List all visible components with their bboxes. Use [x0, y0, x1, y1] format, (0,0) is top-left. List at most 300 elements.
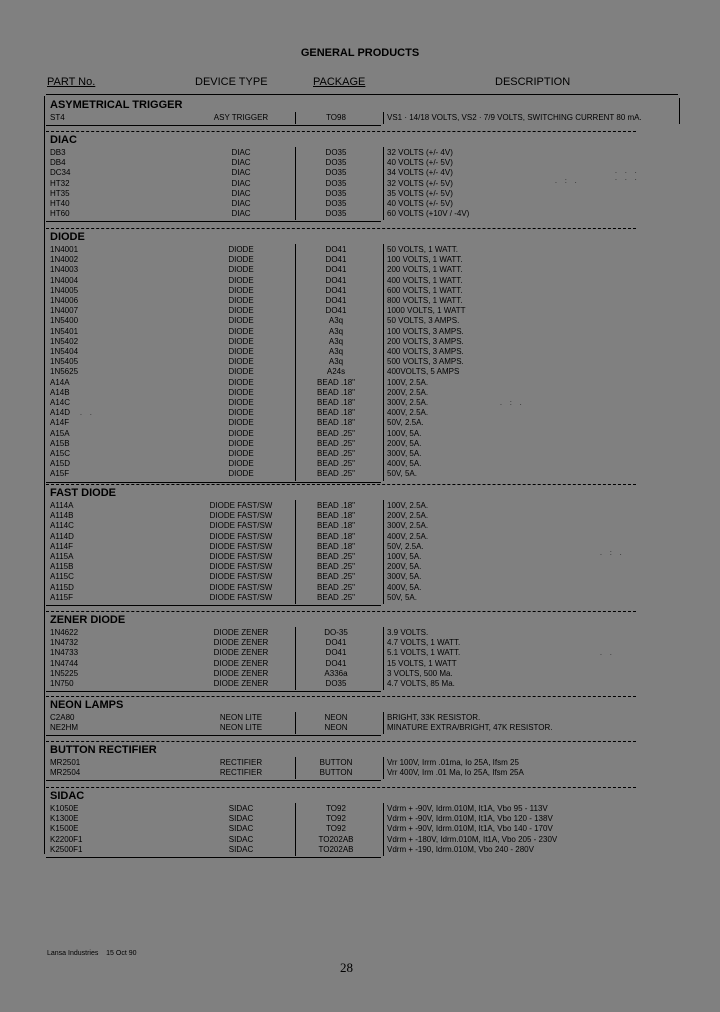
section-divider — [46, 741, 636, 742]
description: 35 VOLTS (+/- 5V) — [387, 189, 453, 198]
part-number: HT32 — [50, 179, 70, 188]
device-type: DIAC — [231, 189, 251, 198]
table-row — [0, 583, 720, 593]
part-number: MR2501 — [50, 758, 81, 767]
device-type: SIDAC — [228, 835, 254, 844]
device-type: DIAC — [231, 158, 251, 167]
table-row — [0, 378, 720, 388]
package: BEAD .18" — [317, 398, 355, 407]
package-right-rule — [383, 757, 384, 779]
part-number: A14A — [50, 378, 70, 387]
description: 5.1 VOLTS, 1 WATT. — [387, 648, 461, 657]
description: 3.9 VOLTS. — [387, 628, 429, 637]
part-number: C2A80 — [50, 713, 75, 722]
table-row — [0, 669, 720, 679]
table-row — [0, 337, 720, 347]
part-number: A14B — [50, 388, 70, 397]
package-right-rule — [383, 244, 384, 481]
device-type: DIODE — [228, 245, 254, 254]
device-type: DIODE ZENER — [213, 648, 269, 657]
part-number: A114D — [50, 532, 74, 541]
table-row — [0, 245, 720, 255]
table-row — [0, 398, 720, 408]
device-type: DIODE — [228, 286, 254, 295]
device-type: DIODE — [228, 306, 254, 315]
part-number: 1N4003 — [50, 265, 79, 274]
package: BEAD .18" — [317, 521, 355, 530]
device-type: DIODE — [228, 418, 254, 427]
device-type: DIODE — [228, 265, 254, 274]
table-row — [0, 113, 720, 123]
device-type: DIAC — [231, 148, 251, 157]
section-title: ZENER DIODE — [50, 614, 126, 626]
part-number: A15D — [50, 459, 71, 468]
package-left-rule — [295, 757, 296, 779]
description: 40 VOLTS (+/- 5V) — [387, 158, 453, 167]
section-divider — [46, 787, 636, 788]
device-type: DIODE — [228, 316, 254, 325]
section-bottom-rule — [46, 221, 381, 222]
part-number: 1N4622 — [50, 628, 79, 637]
part-number: HT60 — [50, 209, 70, 218]
device-type: DIODE — [228, 429, 254, 438]
device-type: DIODE FAST/SW — [209, 593, 273, 602]
table-row — [0, 835, 720, 845]
part-number: 1N5404 — [50, 347, 79, 356]
package: BEAD .18" — [317, 542, 355, 551]
part-number: K1050E — [50, 804, 79, 813]
package: NEON — [324, 723, 348, 732]
package: BEAD .25" — [317, 459, 355, 468]
part-number: 1N4005 — [50, 286, 79, 295]
device-type: ASY TRIGGER — [213, 113, 269, 122]
description: 300V, 2.5A. — [387, 398, 429, 407]
section-bottom-rule — [46, 125, 381, 126]
device-type: DIODE — [228, 398, 254, 407]
table-row — [0, 562, 720, 572]
package: BUTTON — [319, 768, 353, 777]
package: A3q — [328, 347, 344, 356]
device-type: DIODE — [228, 327, 254, 336]
section-title: FAST DIODE — [50, 487, 117, 499]
part-number: A14F — [50, 418, 70, 427]
package-left-rule — [295, 147, 296, 220]
column-header-part: PART No. — [47, 76, 96, 88]
part-number: 1N750 — [50, 679, 74, 688]
description: Vdrm + -90V, Idrm.010M, It1A, Vbo 120 - 138V — [387, 814, 553, 823]
package: BEAD .18" — [317, 388, 355, 397]
description: 100 VOLTS, 1 WATT. — [387, 255, 463, 264]
table-row — [0, 521, 720, 531]
package: BEAD .18" — [317, 408, 355, 417]
description: 400V, 5A. — [387, 459, 422, 468]
package: A3q — [328, 357, 344, 366]
description: 300V, 5A. — [387, 449, 422, 458]
part-number: A114F — [50, 542, 73, 551]
device-type: DIODE — [228, 276, 254, 285]
package: BEAD .25" — [317, 562, 355, 571]
description: BRIGHT, 33K RESISTOR. — [387, 713, 481, 722]
part-number: DC34 — [50, 168, 71, 177]
description: 4.7 VOLTS, 1 WATT. — [387, 638, 461, 647]
description: 500 VOLTS, 3 AMPS. — [387, 357, 464, 366]
table-row — [0, 814, 720, 824]
description: 400 VOLTS, 1 WATT. — [387, 276, 463, 285]
device-type: SIDAC — [228, 824, 254, 833]
package: BEAD .18" — [317, 378, 355, 387]
device-type: DIODE ZENER — [213, 638, 269, 647]
part-number: 1N4007 — [50, 306, 79, 315]
description: 200V, 5A. — [387, 439, 422, 448]
description: MINATURE EXTRA/BRIGHT, 47K RESISTOR. — [387, 723, 553, 732]
part-number: K1300E — [50, 814, 79, 823]
table-row — [0, 439, 720, 449]
description: 200V, 2.5A. — [387, 388, 429, 397]
part-number: A115C — [50, 572, 74, 581]
description: 400V, 2.5A. — [387, 532, 429, 541]
package-right-rule — [383, 112, 384, 124]
package: TO92 — [326, 814, 346, 823]
device-type: DIODE — [228, 378, 254, 387]
part-number: A15F — [50, 469, 70, 478]
table-row — [0, 824, 720, 834]
device-type: NEON LITE — [219, 723, 263, 732]
table-row — [0, 469, 720, 479]
description: 200V, 5A. — [387, 562, 422, 571]
part-number: A15A — [50, 429, 70, 438]
device-type: DIODE FAST/SW — [209, 501, 273, 510]
device-type: DIODE FAST/SW — [209, 542, 273, 551]
package-left-rule — [295, 244, 296, 481]
section-divider — [46, 611, 636, 612]
description: 100V, 2.5A. — [387, 501, 429, 510]
device-type: DIODE ZENER — [213, 659, 269, 668]
scan-noise: . . — [80, 410, 95, 417]
table-row — [0, 628, 720, 638]
part-number: A115B — [50, 562, 74, 571]
package: BEAD .25" — [317, 449, 355, 458]
table-row — [0, 638, 720, 648]
part-number: DB3 — [50, 148, 66, 157]
part-number: 1N4006 — [50, 296, 79, 305]
table-row — [0, 758, 720, 768]
description: Vdrm + -190, Idrm.010M, Vbo 240 - 280V — [387, 845, 534, 854]
description: 1000 VOLTS, 1 WATT — [387, 306, 466, 315]
table-row — [0, 306, 720, 316]
package: DO35 — [325, 189, 347, 198]
table-row — [0, 659, 720, 669]
device-type: DIODE FAST/SW — [209, 572, 273, 581]
page-title: GENERAL PRODUCTS — [300, 47, 420, 59]
table-row — [0, 713, 720, 723]
package-right-rule — [383, 803, 384, 856]
part-number: K1500E — [50, 824, 79, 833]
scan-noise: . . . . . . — [615, 168, 640, 182]
package: BEAD .18" — [317, 532, 355, 541]
description: 32 VOLTS (+/- 4V) — [387, 148, 453, 157]
description: 800 VOLTS, 1 WATT. — [387, 296, 463, 305]
package-left-rule — [295, 500, 296, 604]
table-row — [0, 168, 720, 178]
part-number: A114C — [50, 521, 74, 530]
table-row — [0, 179, 720, 189]
description: VS1 · 14/18 VOLTS, VS2 · 7/9 VOLTS, SWITCHING CURRENT 80 mA. — [387, 113, 642, 122]
table-row — [0, 845, 720, 855]
table-row — [0, 532, 720, 542]
package-left-rule — [295, 627, 296, 690]
table-row — [0, 501, 720, 511]
table-row — [0, 209, 720, 219]
part-number: K2500F1 — [50, 845, 83, 854]
description: 40 VOLTS (+/- 5V) — [387, 199, 453, 208]
package: DO35 — [325, 148, 347, 157]
part-number: 1N5401 — [50, 327, 79, 336]
part-number: K2200F1 — [50, 835, 83, 844]
section-title: DIAC — [50, 134, 77, 146]
table-row — [0, 408, 720, 418]
description: 50V, 5A. — [387, 469, 417, 478]
device-type: DIODE — [228, 347, 254, 356]
package: A3q — [328, 337, 344, 346]
device-type: SIDAC — [228, 804, 254, 813]
section-title: ASYMETRICAL TRIGGER — [50, 99, 183, 111]
table-row — [0, 679, 720, 689]
device-type: DIODE — [228, 255, 254, 264]
table-row — [0, 388, 720, 398]
description: Vrr 100V, Irrm .01ma, Io 25A, Ifsm 25 — [387, 758, 519, 767]
description: 100V, 2.5A. — [387, 378, 429, 387]
table-row — [0, 189, 720, 199]
description: 400V, 5A. — [387, 583, 422, 592]
description: 200V, 2.5A. — [387, 511, 429, 520]
part-number: A114A — [50, 501, 74, 510]
package: BUTTON — [319, 758, 353, 767]
table-row — [0, 429, 720, 439]
device-type: DIAC — [231, 168, 251, 177]
device-type: NEON LITE — [219, 713, 263, 722]
package: DO41 — [325, 306, 347, 315]
package: TO98 — [326, 113, 346, 122]
table-row — [0, 286, 720, 296]
part-number: A15B — [50, 439, 70, 448]
section-title: BUTTON RECTIFIER — [50, 744, 157, 756]
package-left-rule — [295, 803, 296, 856]
description: 300V, 5A. — [387, 572, 422, 581]
package: TO202AB — [318, 845, 354, 854]
package-right-rule — [383, 712, 384, 734]
footer-date: 15 Oct 90 — [106, 950, 137, 957]
package-right-rule — [383, 147, 384, 220]
part-number: 1N5400 — [50, 316, 79, 325]
device-type: DIODE — [228, 439, 254, 448]
table-row — [0, 723, 720, 733]
table-row — [0, 449, 720, 459]
description: 100 VOLTS, 3 AMPS. — [387, 327, 464, 336]
description: 50V, 2.5A. — [387, 418, 424, 427]
device-type: DIODE ZENER — [213, 669, 269, 678]
package: DO41 — [325, 276, 347, 285]
table-row — [0, 367, 720, 377]
table-row — [0, 572, 720, 582]
description: 400VOLTS, 5 AMPS — [387, 367, 460, 376]
device-type: DIAC — [231, 209, 251, 218]
package: DO41 — [325, 265, 347, 274]
device-type: DIODE FAST/SW — [209, 532, 273, 541]
description: Vdrm + -180V, Idrm.010M, It1A, Vbo 205 - 230V — [387, 835, 558, 844]
section-bottom-rule — [46, 605, 381, 606]
section-bottom-rule — [46, 482, 381, 483]
package: DO41 — [325, 659, 347, 668]
package: TO202AB — [318, 835, 354, 844]
package: BEAD .25" — [317, 552, 355, 561]
table-row — [0, 316, 720, 326]
scan-noise: . : . — [555, 178, 580, 185]
column-header-package: PACKAGE — [313, 76, 366, 88]
section-bottom-rule — [46, 691, 381, 692]
device-type: DIODE ZENER — [213, 628, 269, 637]
package: BEAD .25" — [317, 429, 355, 438]
device-type: DIODE — [228, 388, 254, 397]
description: Vrr 400V, Irm .01 Ma, Io 25A, Ifsm 25A — [387, 768, 524, 777]
part-number: 1N4002 — [50, 255, 79, 264]
package: BEAD .18" — [317, 511, 355, 520]
part-number: 1N5625 — [50, 367, 79, 376]
package: DO41 — [325, 245, 347, 254]
part-number: 1N4744 — [50, 659, 79, 668]
package: TO92 — [326, 804, 346, 813]
package: BEAD .25" — [317, 439, 355, 448]
package: BEAD .25" — [317, 469, 355, 478]
device-type: DIODE ZENER — [213, 679, 269, 688]
part-number: DB4 — [50, 158, 66, 167]
device-type: DIODE FAST/SW — [209, 521, 273, 530]
description: 400 VOLTS, 3 AMPS. — [387, 347, 464, 356]
part-number: 1N5225 — [50, 669, 79, 678]
section-divider — [46, 228, 636, 229]
package: DO35 — [325, 209, 347, 218]
device-type: DIODE — [228, 367, 254, 376]
part-number: A115D — [50, 583, 74, 592]
part-number: 1N5405 — [50, 357, 79, 366]
section-divider — [46, 696, 636, 697]
header-rule — [46, 94, 678, 95]
scan-noise: . : . — [500, 400, 525, 407]
table-row — [0, 276, 720, 286]
table-row — [0, 347, 720, 357]
part-number: A115F — [50, 593, 73, 602]
package: BEAD .18" — [317, 501, 355, 510]
part-number: A114B — [50, 511, 74, 520]
package: DO35 — [325, 179, 347, 188]
package: DO41 — [325, 286, 347, 295]
description: 600 VOLTS, 1 WATT. — [387, 286, 463, 295]
package: BEAD .25" — [317, 583, 355, 592]
section-bottom-rule — [46, 780, 381, 781]
part-number: A14C — [50, 398, 71, 407]
description: 4.7 VOLTS, 85 Ma. — [387, 679, 455, 688]
part-number: A15C — [50, 449, 71, 458]
description: 200 VOLTS, 1 WATT. — [387, 265, 463, 274]
package-right-rule — [383, 627, 384, 690]
package: DO41 — [325, 296, 347, 305]
device-type: DIODE — [228, 357, 254, 366]
section-bottom-rule — [46, 857, 381, 858]
package-left-rule — [295, 712, 296, 734]
description: 100V, 5A. — [387, 429, 422, 438]
package: BEAD .25" — [317, 593, 355, 602]
table-row — [0, 804, 720, 814]
part-number: 1N4732 — [50, 638, 79, 647]
table-row — [0, 768, 720, 778]
package: DO35 — [325, 199, 347, 208]
package: A336a — [324, 669, 348, 678]
description: Vdrm + -90V, Idrm.010M, It1A, Vbo 140 - 170V — [387, 824, 553, 833]
package-right-rule — [383, 500, 384, 604]
table-row — [0, 327, 720, 337]
device-type: DIODE — [228, 337, 254, 346]
device-type: DIODE — [228, 449, 254, 458]
part-number: 1N4004 — [50, 276, 79, 285]
device-type: DIODE — [228, 459, 254, 468]
device-type: SIDAC — [228, 845, 254, 854]
table-row — [0, 158, 720, 168]
part-number: 1N4733 — [50, 648, 79, 657]
package: DO41 — [325, 648, 347, 657]
device-type: DIAC — [231, 179, 251, 188]
column-header-type: DEVICE TYPE — [195, 76, 268, 88]
part-number: 1N4001 — [50, 245, 79, 254]
package: DO41 — [325, 255, 347, 264]
description: 3 VOLTS, 500 Ma. — [387, 669, 453, 678]
table-row — [0, 418, 720, 428]
device-type: DIODE — [228, 408, 254, 417]
table-row — [0, 199, 720, 209]
table-row — [0, 296, 720, 306]
section-divider — [46, 131, 636, 132]
package: A3q — [328, 327, 344, 336]
device-type: DIAC — [231, 199, 251, 208]
device-type: RECTIFIER — [219, 758, 263, 767]
table-row — [0, 459, 720, 469]
description: 50V, 2.5A. — [387, 542, 424, 551]
table-row — [0, 511, 720, 521]
package: DO35 — [325, 168, 347, 177]
package-left-rule — [295, 112, 296, 124]
column-header-description: DESCRIPTION — [495, 76, 571, 88]
part-number: NE2HM — [50, 723, 79, 732]
device-type: SIDAC — [228, 814, 254, 823]
package: DO35 — [325, 158, 347, 167]
part-number: MR2504 — [50, 768, 81, 777]
table-row — [0, 593, 720, 603]
package: BEAD .18" — [317, 418, 355, 427]
table-row — [0, 148, 720, 158]
description: 32 VOLTS (+/- 5V) — [387, 179, 453, 188]
package: TO92 — [326, 824, 346, 833]
description: 400V, 2.5A. — [387, 408, 429, 417]
package: BEAD .25" — [317, 572, 355, 581]
device-type: DIODE — [228, 469, 254, 478]
description: 15 VOLTS, 1 WATT — [387, 659, 457, 668]
package: A3q — [328, 316, 344, 325]
scan-noise: . : . — [600, 550, 625, 557]
device-type: DIODE FAST/SW — [209, 562, 273, 571]
part-number: HT40 — [50, 199, 70, 208]
package: DO35 — [325, 679, 347, 688]
part-number: A115A — [50, 552, 74, 561]
part-number: ST4 — [50, 113, 65, 122]
device-type: DIODE FAST/SW — [209, 552, 273, 561]
